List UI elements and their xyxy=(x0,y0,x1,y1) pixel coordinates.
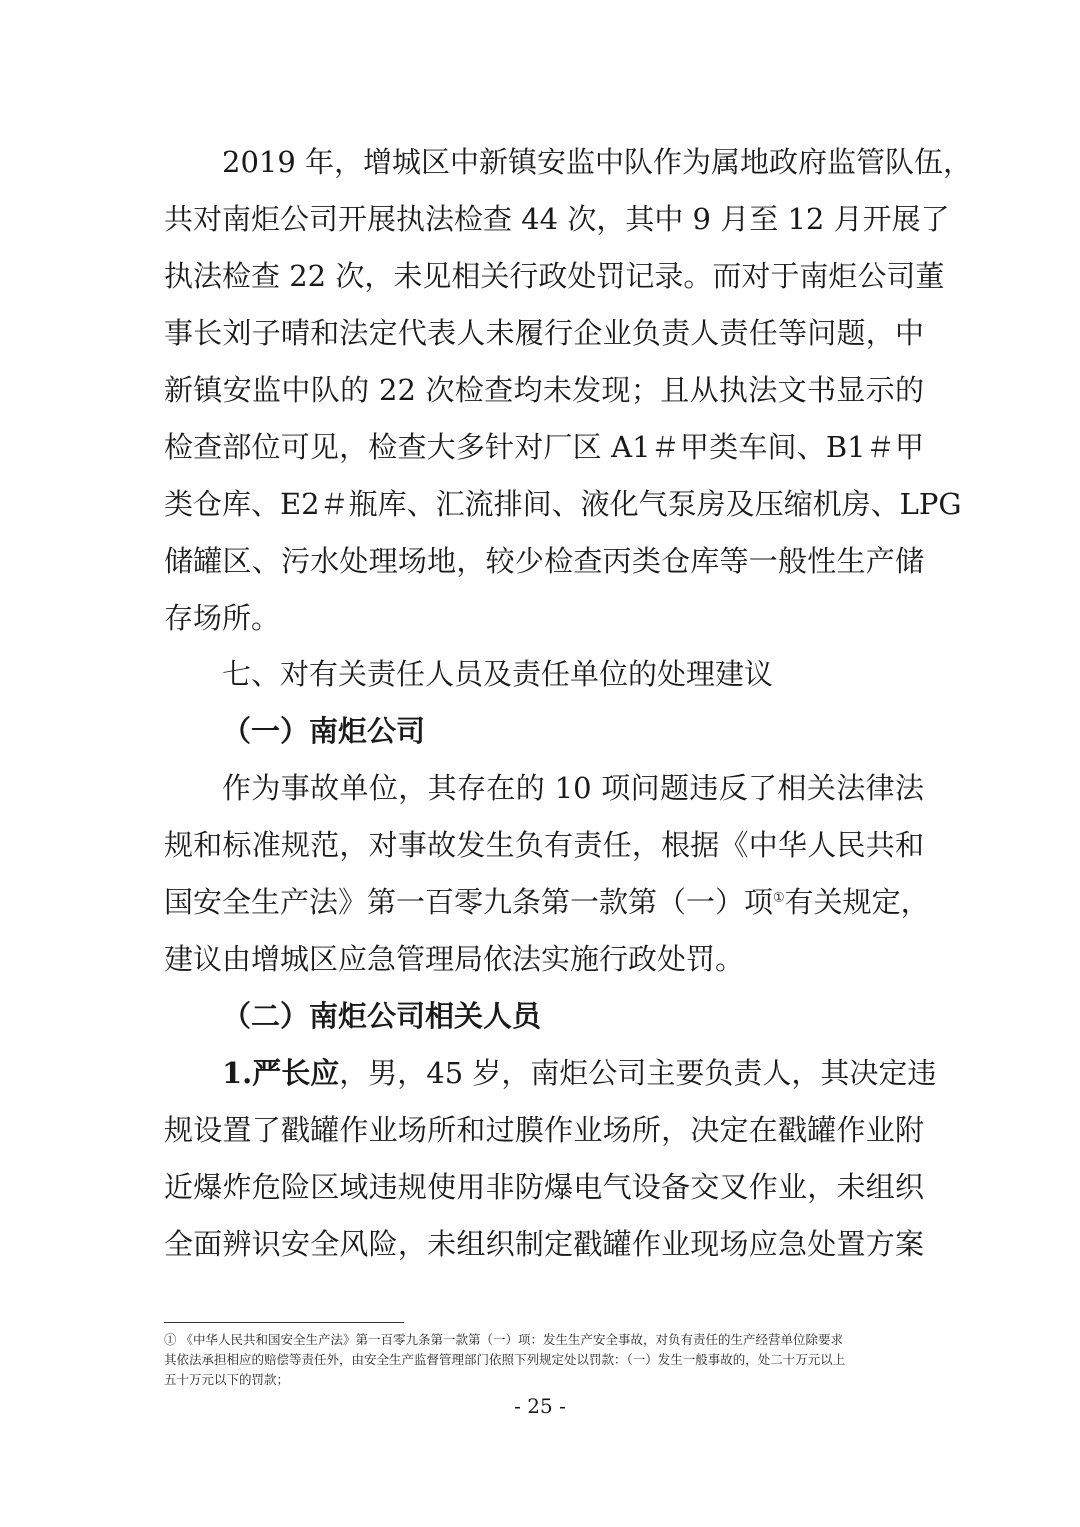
page-number: - 25 - xyxy=(514,1394,566,1418)
footnote-line-2: 其依法承担相应的赔偿等责任外，由安全生产监督管理部门依照下列规定处以罚款：（一）发生一般事故的，处二十万元以上 xyxy=(164,1352,846,1367)
paragraph1-line-3: 执法检查 22 次，未见相关行政处罚记录。而对于南炬公司董 xyxy=(164,259,945,293)
footnote-line-3: 五十万元以下的罚款； xyxy=(164,1372,290,1387)
footnote-reference: ① xyxy=(773,890,785,906)
subsection1-heading: （一）南炬公司 xyxy=(222,714,426,748)
subsection2-heading: （二）南炬公司相关人员 xyxy=(222,999,542,1033)
paragraph1-line-4: 事长刘子晴和法定代表人未履行企业负责人责任等问题，中 xyxy=(164,316,924,350)
footnote-line-1: ① 《中华人民共和国安全生产法》第一百零九条第一款第（一）项：发生生产安全事故，对负有责任的生产经营单位除要求 xyxy=(164,1332,843,1347)
paragraph1-line-2: 共对南炬公司开展执法检查 44 次，其中 9 月至 12 月开展了 xyxy=(164,202,950,236)
section-heading: 七、对有关责任人员及责任单位的处理建议 xyxy=(222,657,774,691)
paragraph1-line-8: 储罐区、污水处理场地，较少检查丙类仓库等一般性生产储 xyxy=(164,544,924,578)
paragraph1-line-7: 类仓库、E2＃瓶库、汇流排间、液化气泵房及压缩机房、LPG xyxy=(164,487,962,521)
paragraph2-line-4: 建议由增城区应急管理局依法实施行政处罚。 xyxy=(164,942,745,976)
paragraph3-line-2: 规设置了戳罐作业场所和过膜作业场所，决定在戳罐作业附 xyxy=(164,1113,924,1147)
paragraph2-line-3-tail: 有关规定， xyxy=(784,885,930,919)
paragraph2-line-3-text: 国安全生产法》第一百零九条第一款第（一）项 xyxy=(164,885,774,919)
paragraph1-line-9: 存场所。 xyxy=(164,601,281,635)
paragraph2-line-2: 规和标准规范，对事故发生负有责任，根据《中华人民共和 xyxy=(164,828,924,862)
paragraph3-line-3: 近爆炸危险区域违规使用非防爆电气设备交叉作业，未组织 xyxy=(164,1170,924,1204)
paragraph2-line-3 xyxy=(164,882,930,922)
person-name: 1.严长应 xyxy=(222,1056,340,1090)
paragraph1-line-5: 新镇安监中队的 22 次检查均未发现；且从执法文书显示的 xyxy=(164,373,924,407)
paragraph2-line-1: 作为事故单位，其存在的 10 项问题违反了相关法律法 xyxy=(222,771,924,805)
paragraph3-line-4: 全面辨识安全风险，未组织制定戳罐作业现场应急处置方案 xyxy=(164,1227,924,1261)
footnote-separator xyxy=(164,1322,404,1323)
paragraph1-line-1: 2019 年，增城区中新镇安监中队作为属地政府监管队伍， xyxy=(222,145,973,179)
paragraph3-line-1 xyxy=(222,1053,937,1093)
paragraph1-line-6: 检查部位可见，检查大多针对厂区 A1＃甲类车间、B1＃甲 xyxy=(164,430,924,464)
paragraph3-line-1-text: ，男，45 岁，南炬公司主要负责人，其决定违 xyxy=(339,1056,937,1090)
